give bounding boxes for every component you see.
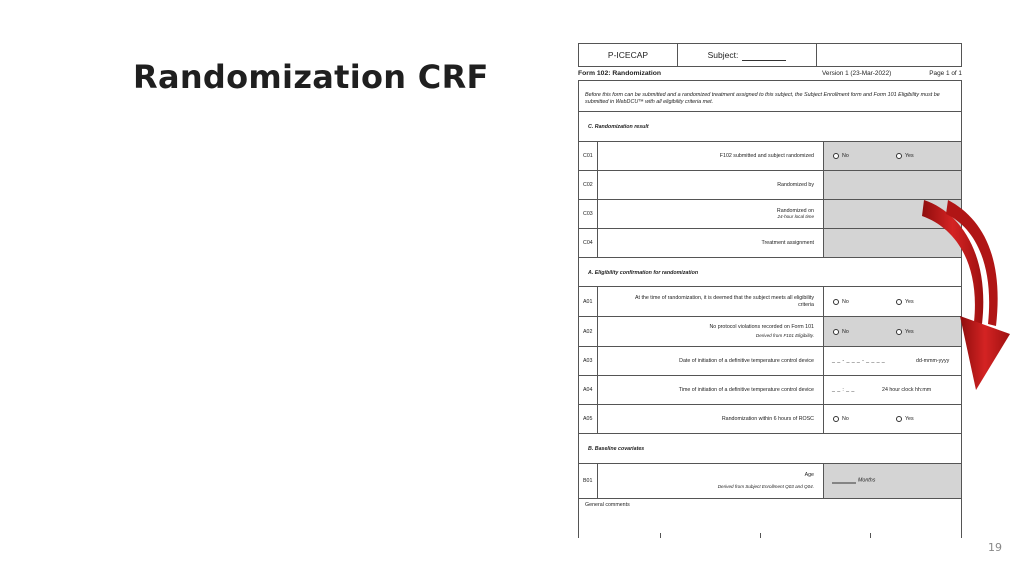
row-a04 (579, 376, 961, 405)
date-input[interactable]: _ _ - _ _ _ - _ _ _ _ (832, 358, 886, 364)
row-id: C04 (579, 229, 598, 257)
response-cell (824, 142, 961, 170)
general-comments-label: General comments (585, 502, 630, 508)
page-number: 19 (988, 541, 1002, 554)
response-cell (824, 405, 961, 433)
radio-circle-icon (833, 153, 839, 159)
section-a-header: A. Eligibility confirmation for randomization (579, 258, 961, 287)
row-label: Randomized on 24-hour local time (598, 200, 824, 228)
radio-circle-icon (833, 299, 839, 305)
row-c03 (579, 200, 961, 229)
time-format-hint: 24 hour clock hh:mm (882, 387, 932, 393)
date-format-hint: dd-mmm-yyyy (916, 358, 950, 364)
row-id: C02 (579, 171, 598, 199)
form-grid (578, 80, 962, 538)
row-a01 (579, 287, 961, 317)
radio-circle-icon (896, 153, 902, 159)
form-name: Form 102: Randomization (578, 70, 662, 77)
subject-id-field[interactable] (742, 54, 786, 61)
footer-cells (578, 533, 962, 538)
radio-yes[interactable]: Yes (896, 329, 914, 335)
row-label: Age Derived from Subject Enrollment Q03 and Q04. (598, 464, 824, 498)
curved-arrow-icon (920, 194, 1012, 394)
row-id: C01 (579, 142, 598, 170)
section-b-header: B. Baseline covariates (579, 434, 961, 464)
row-id: A04 (579, 376, 598, 404)
radio-yes[interactable]: Yes (896, 153, 914, 159)
section-c-header: C. Randomization result (579, 112, 961, 142)
study-name: P-ICECAP (579, 44, 678, 66)
row-c01 (579, 142, 961, 171)
row-id: A01 (579, 287, 598, 316)
footer-divider (760, 533, 761, 538)
instructions-text: Before this form can be submitted and a randomized treatment assigned to this subject, the Subject Enrollment form and Form 101 Eligibility must be submitted in WebDCU™ with all eligibility criteria met. (585, 92, 940, 105)
age-input[interactable] (832, 479, 856, 484)
form-header (578, 43, 962, 67)
row-a02 (579, 317, 961, 347)
form-page: Page 1 of 1 (929, 70, 962, 77)
header-empty-cell (817, 44, 961, 66)
row-id: B01 (579, 464, 598, 498)
row-label: Randomization within 6 hours of ROSC (598, 405, 824, 433)
footer-divider (660, 533, 661, 538)
row-id: A03 (579, 347, 598, 375)
radio-no[interactable]: No (833, 329, 849, 335)
row-label: No protocol violations recorded on Form 101 Derived from F101 Eligibility. (598, 317, 824, 346)
row-c02 (579, 171, 961, 200)
slide-title: Randomization CRF (133, 58, 489, 96)
radio-no[interactable]: No (833, 416, 849, 422)
subject-cell (678, 44, 817, 66)
radio-circle-icon (896, 329, 902, 335)
row-b01 (579, 464, 961, 499)
radio-no[interactable]: No (833, 153, 849, 159)
radio-no[interactable]: No (833, 299, 849, 305)
footer-divider (870, 533, 871, 538)
row-a05 (579, 405, 961, 434)
row-label: At the time of randomization, it is deemed that the subject meets all eligibility criteria (598, 287, 824, 316)
subject-label: Subject: (707, 50, 739, 60)
row-c04 (579, 229, 961, 258)
response-cell (824, 464, 961, 498)
form-version: Version 1 (23-Mar-2022) (822, 70, 892, 77)
radio-circle-icon (833, 416, 839, 422)
row-label: Randomized by (598, 171, 824, 199)
instructions-row (579, 81, 961, 112)
time-input[interactable]: _ _ : _ _ (832, 387, 855, 393)
row-id: A05 (579, 405, 598, 433)
footer-divider (578, 533, 579, 538)
row-id: A02 (579, 317, 598, 346)
row-label: Date of initiation of a definitive temperature control device (598, 347, 824, 375)
form-title-line (578, 68, 962, 79)
radio-circle-icon (896, 416, 902, 422)
row-a03 (579, 347, 961, 376)
crf-form (578, 43, 962, 538)
row-id: C03 (579, 200, 598, 228)
row-label: Time of initiation of a definitive temperature control device (598, 376, 824, 404)
radio-circle-icon (833, 329, 839, 335)
row-label: Treatment assignment (598, 229, 824, 257)
radio-yes[interactable]: Yes (896, 416, 914, 422)
age-unit: Months (858, 477, 876, 484)
footer-divider (961, 533, 962, 538)
radio-circle-icon (896, 299, 902, 305)
row-label: F102 submitted and subject randomized (598, 142, 824, 170)
radio-yes[interactable]: Yes (896, 299, 914, 305)
